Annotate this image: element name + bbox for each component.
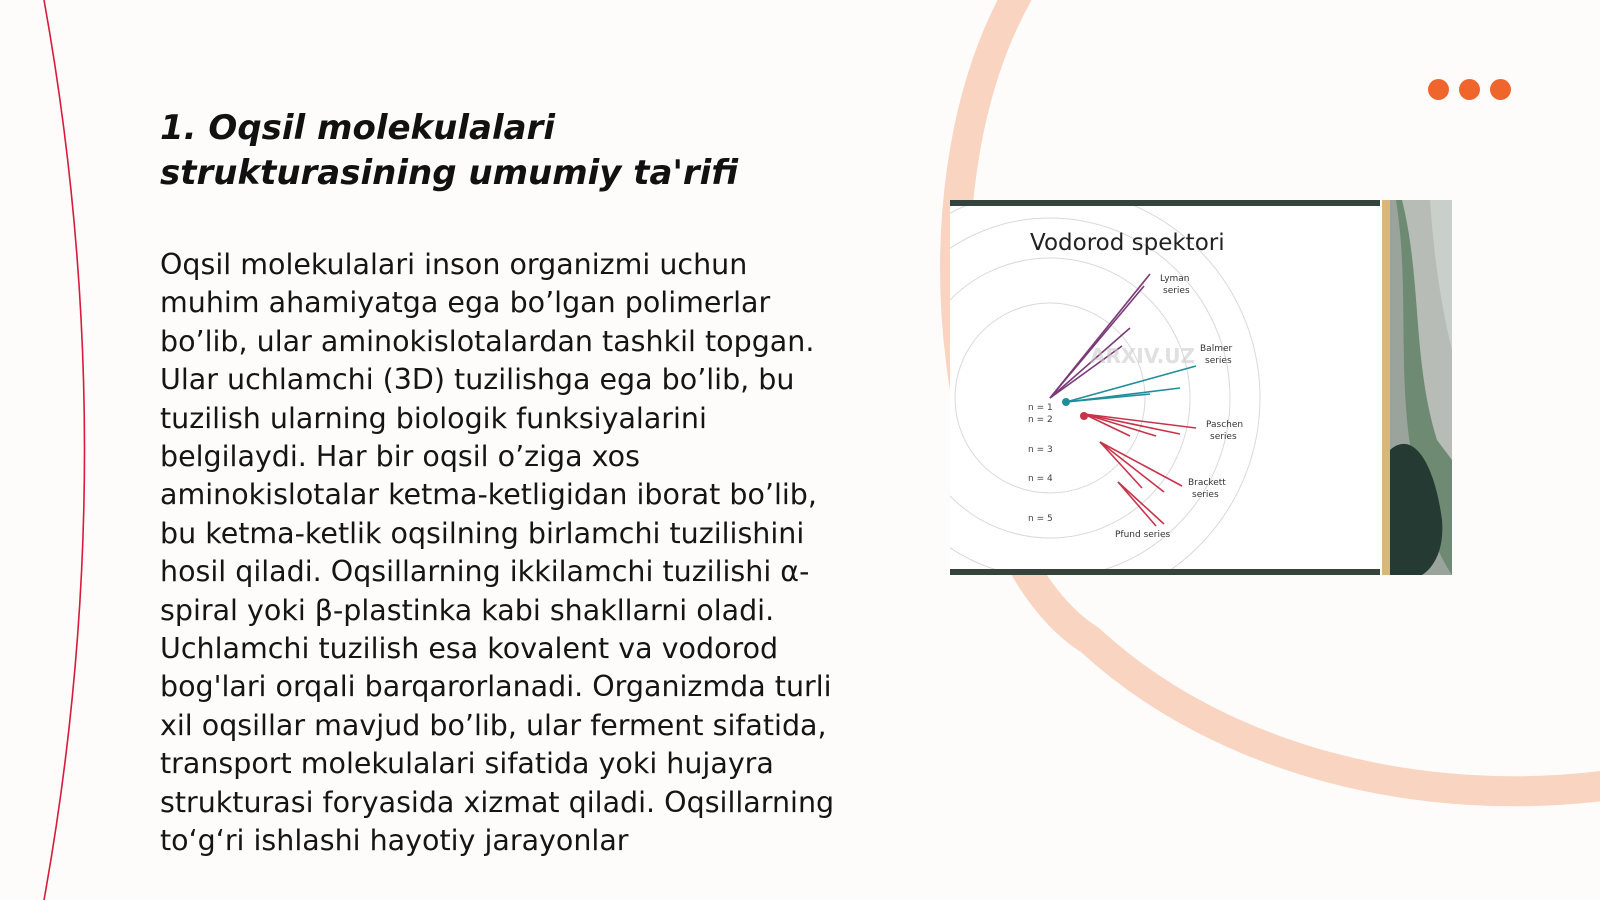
level-label: n = 1 bbox=[1028, 403, 1053, 413]
paschen-label-2: series bbox=[1210, 432, 1237, 442]
brackett-line bbox=[1100, 442, 1142, 488]
slide-title: 1. Oqsil molekulalari strukturasining umumiy ta'rifi bbox=[160, 108, 739, 193]
slide-body-text: Oqsil molekulalari inson organizmi uchun muhim ahamiyatga ega bo’lgan polimerlar bo’lib, ular aminokislotalardan tashkil topgan. Ular uchlamchi (3D) tuzilishga ega bo’lib, bu tuzilish ularning biologik funksiyalarini belgilaydi. Har bir oqsil o’ziga xos aminokislotalar ketma-ketligidan iborat bo’lib, bu ketma-ketlik oqsilning birlamchi tuzilishini hosil qiladi. Oqsillarning ikkilamchi tuzilishi α-spiral yoki β-plastinka kabi shakllarni oladi. Uchlamchi tuzilish esa kovalent va vodorod bog'lari orqali barqarorlanadi. Organizmda turli xil oqsillar mavjud bo’lib, ular ferment sifatida, transport molekulalari sifatida yoki hujayra strukturasi foryasida xizmat qiladi. Oqsillarning to‘g‘ri ishlashi hayotiy jarayonlar bbox=[160, 248, 835, 858]
left-curve-line bbox=[44, 0, 85, 900]
brackett-label: Brackett bbox=[1188, 478, 1226, 488]
level-label: n = 3 bbox=[1028, 445, 1053, 455]
orbit-circle bbox=[950, 258, 1190, 538]
brackett-line bbox=[1100, 442, 1164, 492]
pfund-line bbox=[1118, 482, 1156, 526]
brackett-line bbox=[1100, 442, 1182, 486]
paschen-label: Paschen bbox=[1206, 420, 1244, 430]
paschen-line bbox=[1084, 414, 1156, 436]
level-label: n = 2 bbox=[1028, 415, 1053, 425]
level-label: n = 4 bbox=[1028, 474, 1053, 484]
level-label: n = 5 bbox=[1028, 514, 1053, 524]
figure-title: Vodorod spektori bbox=[1030, 230, 1225, 256]
brackett-label-2: series bbox=[1192, 490, 1219, 500]
lyman-label-2: series bbox=[1163, 286, 1190, 296]
dot bbox=[1490, 79, 1511, 100]
decorative-image-strip bbox=[1382, 200, 1452, 575]
lyman-line bbox=[1050, 286, 1144, 398]
watermark: ARXIV.UZ bbox=[1090, 344, 1195, 368]
orbit-circle bbox=[950, 206, 1260, 569]
dot bbox=[1459, 79, 1480, 100]
pfund-label: Pfund series bbox=[1115, 530, 1171, 540]
spectrum-diagram bbox=[950, 206, 1380, 569]
paschen-dot bbox=[1080, 412, 1088, 420]
balmer-label: Balmer bbox=[1200, 344, 1233, 354]
hydrogen-spectrum-figure bbox=[950, 200, 1452, 575]
balmer-label-2: series bbox=[1205, 356, 1232, 366]
balmer-dot bbox=[1062, 398, 1070, 406]
three-dots-icon[interactable] bbox=[1428, 79, 1511, 100]
lyman-label: Lyman bbox=[1160, 274, 1190, 284]
dot bbox=[1428, 79, 1449, 100]
figure-panel bbox=[950, 200, 1380, 575]
